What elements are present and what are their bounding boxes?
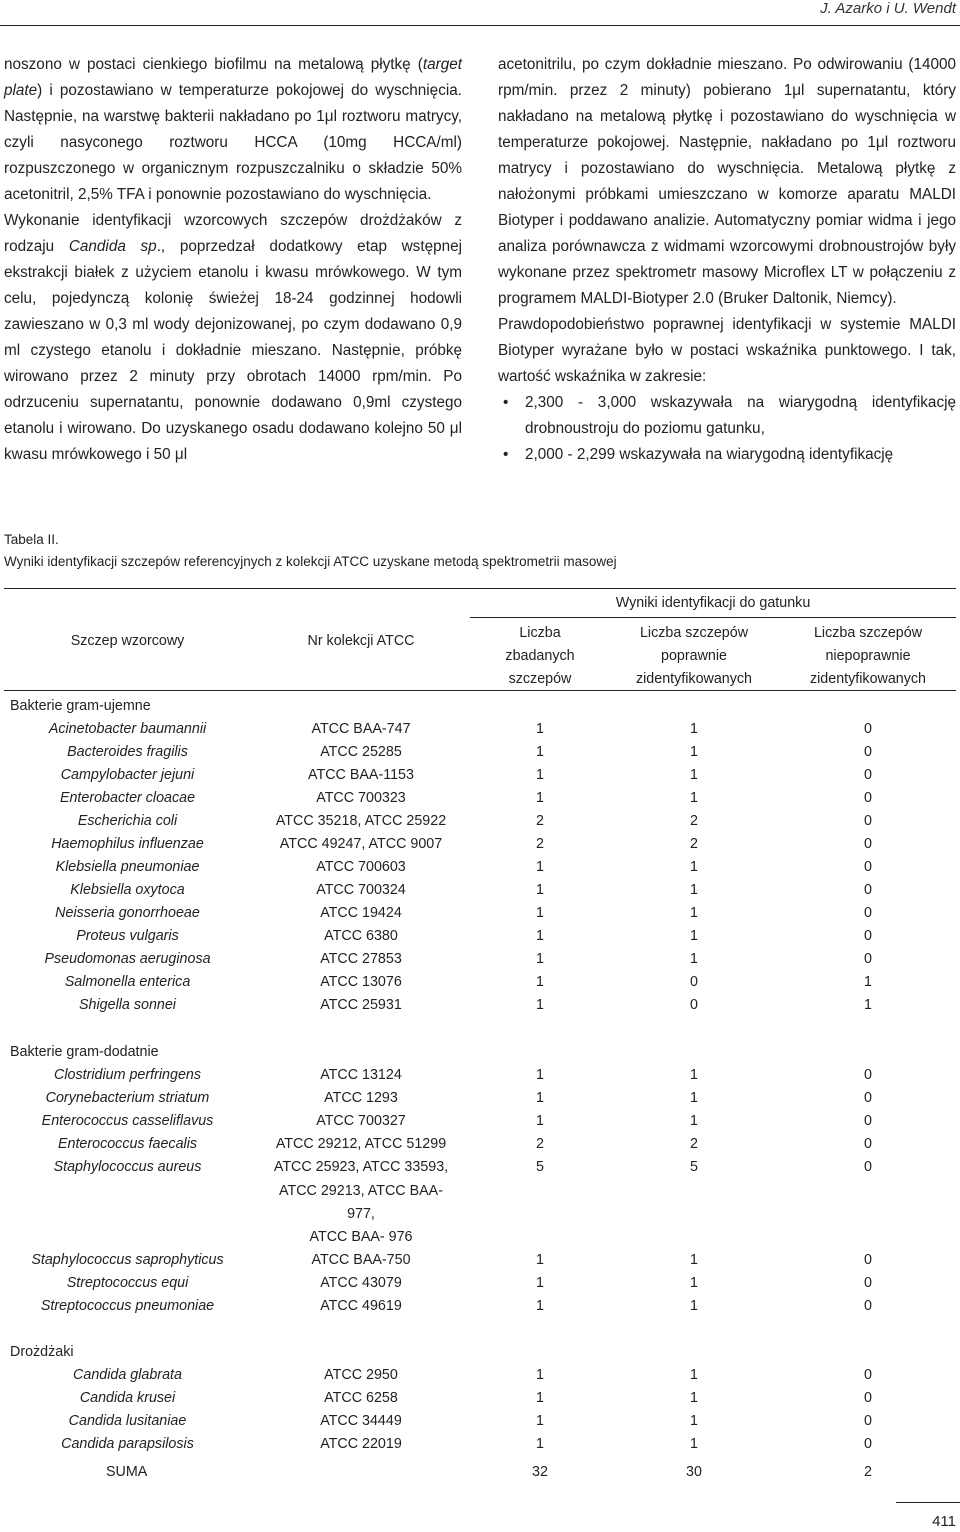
incorrect-count: 0	[864, 928, 872, 944]
table-row	[0, 1433, 960, 1456]
incorrect-count: 0	[864, 790, 872, 806]
table-row	[0, 971, 960, 994]
sum-tested: 32	[532, 1464, 548, 1480]
table-row	[0, 764, 960, 787]
incorrect-count: 0	[864, 1413, 872, 1429]
tested-count: 1	[536, 1090, 544, 1106]
atcc-number: ATCC 19424	[320, 905, 402, 921]
aureus-atcc-continued: ATCC BAA- 976	[309, 1229, 413, 1245]
right-column	[498, 52, 956, 468]
tested-count: 2	[536, 813, 544, 829]
group-header-rule	[470, 617, 956, 618]
table-row	[0, 1364, 960, 1387]
tested-count: 1	[536, 928, 544, 944]
tested-count: 5	[536, 1159, 544, 1175]
atcc-number: ATCC 700603	[316, 859, 406, 875]
correct-count: 0	[690, 974, 698, 990]
strain-name: Escherichia coli	[77, 813, 178, 829]
incorrect-count: 0	[864, 813, 872, 829]
atcc-number: ATCC 2950	[324, 1367, 398, 1383]
left-paragraph-1: noszono w postaci cienkiego biofilmu na metalową płytkę (target plate) i pozostawiano w temperaturze pokojowej do wyschnięcia. Następnie, na warstwę bakterii nakładano po 1μl roztworu matrycy, czyli nasyconego roztworu HCCA (10mg HCCA/ml) rozpuszczonego w organicznym rozpuszczalniku o składzie 50% acetonitril, 2,5% TFA i ponownie pozostawiano do wyschnięcia.	[4, 56, 462, 203]
tested-count: 1	[536, 1252, 544, 1268]
column-header-strain: Szczep wzorcowy	[70, 633, 185, 649]
strain-name: Candida krusei	[79, 1390, 176, 1406]
strain-name: Acinetobacter baumannii	[48, 721, 207, 737]
strain-name: Neisseria gonorrhoeae	[55, 905, 200, 921]
incorrect-count: 0	[864, 882, 872, 898]
tested-count: 1	[536, 1067, 544, 1083]
atcc-number: ATCC BAA-1153	[308, 767, 414, 783]
sum-label: SUMA	[106, 1464, 148, 1480]
page-number: 411	[932, 1513, 956, 1530]
tested-count: 1	[536, 1113, 544, 1129]
sum-incorrect: 2	[864, 1464, 872, 1480]
column-header-atcc: Nr kolekcji ATCC	[307, 633, 415, 649]
tested-count: 1	[536, 744, 544, 760]
table-caption: Wyniki identyfikacji szczepów referencyjnych z kolekcji ATCC uzyskane metodą spektrometrii masowej	[4, 554, 617, 569]
incorrect-count: 0	[864, 1367, 872, 1383]
atcc-number: ATCC 49619	[320, 1298, 402, 1314]
strain-name: Pseudomonas aeruginosa	[44, 951, 211, 967]
table-row	[0, 856, 960, 879]
strain-name: Haemophilus influenzae	[51, 836, 204, 852]
table-row	[0, 1387, 960, 1410]
correct-count: 2	[690, 813, 698, 829]
incorrect-count: 0	[864, 1275, 872, 1291]
atcc-number: ATCC 25923, ATCC 33593,	[273, 1159, 449, 1175]
incorrect-count: 0	[864, 1113, 872, 1129]
table-row	[0, 1410, 960, 1433]
table-header-rule	[4, 690, 956, 691]
strain-name: Campylobacter jejuni	[60, 767, 195, 783]
correct-count: 1	[690, 882, 698, 898]
atcc-number: ATCC BAA-750	[311, 1252, 411, 1268]
correct-count: 1	[690, 1367, 698, 1383]
correct-count: 2	[690, 1136, 698, 1152]
atcc-number: ATCC 700324	[316, 882, 406, 898]
table-row	[0, 1064, 960, 1087]
tested-count: 1	[536, 1436, 544, 1452]
table-row	[0, 741, 960, 764]
correct-count: 1	[690, 859, 698, 875]
correct-count: 2	[690, 836, 698, 852]
column-header-incorrect: Liczba szczepów niepoprawnie zidentyfikowanych	[809, 625, 927, 687]
incorrect-count: 0	[864, 767, 872, 783]
tested-count: 1	[536, 767, 544, 783]
correct-count: 1	[690, 1298, 698, 1314]
group-title-yeasts: Drożdżaki	[10, 1344, 74, 1360]
correct-count: 1	[690, 1275, 698, 1291]
atcc-number: ATCC 6258	[324, 1390, 398, 1406]
correct-count: 1	[690, 1067, 698, 1083]
strain-name: Staphylococcus saprophyticus	[31, 1252, 224, 1268]
table-row	[0, 1272, 960, 1295]
left-column	[4, 52, 462, 468]
incorrect-count: 0	[864, 1390, 872, 1406]
tested-count: 1	[536, 859, 544, 875]
page-number-rule	[896, 1502, 960, 1503]
strain-name: Proteus vulgaris	[76, 928, 179, 944]
correct-count: 5	[690, 1159, 698, 1175]
tested-count: 1	[536, 1413, 544, 1429]
left-paragraph-2: Wykonanie identyfikacji wzorcowych szczepów drożdżaków z rodzaju Candida sp., poprzedzał dodatkowy etap wstępnej ekstrakcji białek z użyciem etanolu i kwasu mrówkowego. W tym celu, pojedynczą kolonię świeżej 18-24 godzinnej hodowli zawieszano w 0,3 ml wody dejonizowanej, po czym dodawano 0,9 ml czystego etanolu i dokładnie mieszano. Następnie, próbkę wirowano przez 2 minuty przy obrotach 14000 rpm/min. Po odrzuceniu supernatantu, ponownie dodawano 0,9ml czystego etanolu i wirowano. Do uzyskanego osadu dodawano kolejno 50 μl kwasu mrówkowego i 50 μl	[4, 212, 463, 463]
group-title-gram-positive: Bakterie gram-dodatnie	[10, 1044, 159, 1060]
tested-count: 2	[536, 1136, 544, 1152]
column-header-correct: Liczba szczepów poprawnie zidentyfikowanych	[635, 625, 753, 687]
strain-name: Salmonella enterica	[64, 974, 191, 990]
atcc-number: ATCC 700327	[316, 1113, 406, 1129]
sum-correct: 30	[686, 1464, 702, 1480]
table-row	[0, 879, 960, 902]
table-row	[0, 810, 960, 833]
atcc-number: ATCC 43079	[320, 1275, 402, 1291]
correct-count: 1	[690, 905, 698, 921]
atcc-number: ATCC BAA-747	[311, 721, 411, 737]
tested-count: 1	[536, 1367, 544, 1383]
tested-count: 1	[536, 974, 544, 990]
atcc-number: ATCC 700323	[316, 790, 406, 806]
column-header-tested: Liczba zbadanych szczepów	[505, 625, 575, 687]
incorrect-count: 0	[864, 905, 872, 921]
table-row	[0, 994, 960, 1017]
correct-count: 1	[690, 1436, 698, 1452]
strain-name: Enterococcus casseliflavus	[41, 1113, 214, 1129]
tested-count: 1	[536, 951, 544, 967]
table-row	[0, 787, 960, 810]
group-title-gram-negative: Bakterie gram-ujemne	[10, 698, 151, 714]
tested-count: 1	[536, 997, 544, 1013]
tested-count: 1	[536, 905, 544, 921]
table-row	[0, 1295, 960, 1318]
atcc-number: ATCC 1293	[324, 1090, 398, 1106]
right-paragraph-2: Prawdopodobieństwo poprawnej identyfikacji w systemie MALDI Biotyper wyrażane było w postaci wskaźnika punktowego. I tak, wartość wskaźnika w zakresie:	[498, 316, 956, 385]
group-column-header: Wyniki identyfikacji do gatunku	[615, 595, 811, 611]
correct-count: 1	[690, 928, 698, 944]
right-paragraph-1: acetonitrilu, po czym dokładnie mieszano. Po odwirowaniu (14000 rpm/min. przez 2 minuty) pobierano 1μl supernatantu, który nakładano na metalową płytkę i pozostawiano do wyschnięcia w temperaturze pokojowej. Następnie, nakładano po 1μl roztworu matrycy i pozostawiano do wyschnięcia. Metalową płytkę z nałożonymi próbkami umieszczano w komorze aparatu MALDI Biotyper i poddawano analizie. Automatyczny pomiar widma i jego analiza porównawcza z widmami wzorcowymi drobnoustrojów były wykonane przez spektrometr masowy Microflex LT w połączeniu z programem MALDI-Biotyper 2.0 (Bruker Daltonik, Niemcy).	[498, 56, 956, 307]
incorrect-count: 0	[864, 1252, 872, 1268]
table-row	[0, 1156, 960, 1179]
atcc-number: ATCC 13076	[320, 974, 402, 990]
tested-count: 1	[536, 1390, 544, 1406]
header-rule	[0, 25, 960, 26]
incorrect-count: 0	[864, 1136, 872, 1152]
strain-name: Candida parapsilosis	[61, 1436, 194, 1452]
correct-count: 1	[690, 1252, 698, 1268]
strain-name: Klebsiella oxytoca	[70, 882, 185, 898]
table-row	[0, 948, 960, 971]
atcc-number: ATCC 25285	[320, 744, 402, 760]
strain-name: Clostridium perfringens	[54, 1067, 201, 1083]
sum-row	[0, 1461, 960, 1484]
atcc-number: ATCC 35218, ATCC 25922	[275, 813, 447, 829]
aureus-atcc-continued: 977,	[347, 1206, 375, 1222]
incorrect-count: 0	[864, 1298, 872, 1314]
table-row	[0, 1110, 960, 1133]
table-row	[0, 833, 960, 856]
table-row	[0, 902, 960, 925]
correct-count: 1	[690, 1090, 698, 1106]
header-authors: J. Azarko i U. Wendt	[820, 0, 956, 17]
correct-count: 1	[690, 1390, 698, 1406]
score-bullet-list	[498, 390, 956, 468]
incorrect-count: 0	[864, 1159, 872, 1175]
table-row	[0, 1249, 960, 1272]
incorrect-count: 0	[864, 951, 872, 967]
table-row	[0, 1133, 960, 1156]
strain-name: Bacteroides fragilis	[67, 744, 188, 760]
bullet-item: • 2,300 - 3,000 wskazywała na wiarygodną identyfikację drobnoustroju do poziomu gatunku,	[498, 390, 956, 442]
atcc-number: ATCC 13124	[320, 1067, 402, 1083]
strain-name: Streptococcus pneumoniae	[40, 1298, 215, 1314]
atcc-number: ATCC 27853	[320, 951, 402, 967]
strain-name: Streptococcus equi	[66, 1275, 189, 1291]
incorrect-count: 1	[864, 974, 872, 990]
tested-count: 1	[536, 721, 544, 737]
strain-name: Candida lusitaniae	[68, 1413, 187, 1429]
table-label: Tabela II.	[4, 532, 59, 547]
strain-name: Staphylococcus aureus	[53, 1159, 202, 1175]
correct-count: 1	[690, 790, 698, 806]
strain-name: Candida glabrata	[73, 1367, 182, 1383]
tested-count: 1	[536, 882, 544, 898]
incorrect-count: 0	[864, 836, 872, 852]
incorrect-count: 0	[864, 1436, 872, 1452]
table-row	[0, 1087, 960, 1110]
atcc-number: ATCC 29212, ATCC 51299	[275, 1136, 447, 1152]
table-top-rule	[4, 588, 956, 589]
incorrect-count: 0	[864, 744, 872, 760]
incorrect-count: 0	[864, 859, 872, 875]
incorrect-count: 0	[864, 721, 872, 737]
bullet-item: • 2,000 - 2,299 wskazywała na wiarygodną identyfikację	[498, 442, 956, 468]
incorrect-count: 0	[864, 1090, 872, 1106]
strain-name: Corynebacterium striatum	[45, 1090, 210, 1106]
tested-count: 1	[536, 790, 544, 806]
atcc-number: ATCC 22019	[320, 1436, 402, 1452]
correct-count: 1	[690, 721, 698, 737]
strain-name: Klebsiella pneumoniae	[55, 859, 200, 875]
correct-count: 1	[690, 767, 698, 783]
tested-count: 1	[536, 1275, 544, 1291]
correct-count: 1	[690, 951, 698, 967]
strain-name: Enterobacter cloacae	[59, 790, 196, 806]
aureus-atcc-continued: ATCC 29213, ATCC BAA-	[279, 1183, 443, 1199]
tested-count: 1	[536, 1298, 544, 1314]
incorrect-count: 0	[864, 1067, 872, 1083]
correct-count: 0	[690, 997, 698, 1013]
tested-count: 2	[536, 836, 544, 852]
atcc-number: ATCC 6380	[324, 928, 398, 944]
correct-count: 1	[690, 1413, 698, 1429]
table-row	[0, 718, 960, 741]
atcc-number: ATCC 49247, ATCC 9007	[279, 836, 443, 852]
correct-count: 1	[690, 744, 698, 760]
atcc-number: ATCC 25931	[320, 997, 402, 1013]
atcc-number: ATCC 34449	[320, 1413, 402, 1429]
correct-count: 1	[690, 1113, 698, 1129]
strain-name: Shigella sonnei	[79, 997, 176, 1013]
incorrect-count: 1	[864, 997, 872, 1013]
strain-name: Enterococcus faecalis	[57, 1136, 198, 1152]
table-row	[0, 925, 960, 948]
